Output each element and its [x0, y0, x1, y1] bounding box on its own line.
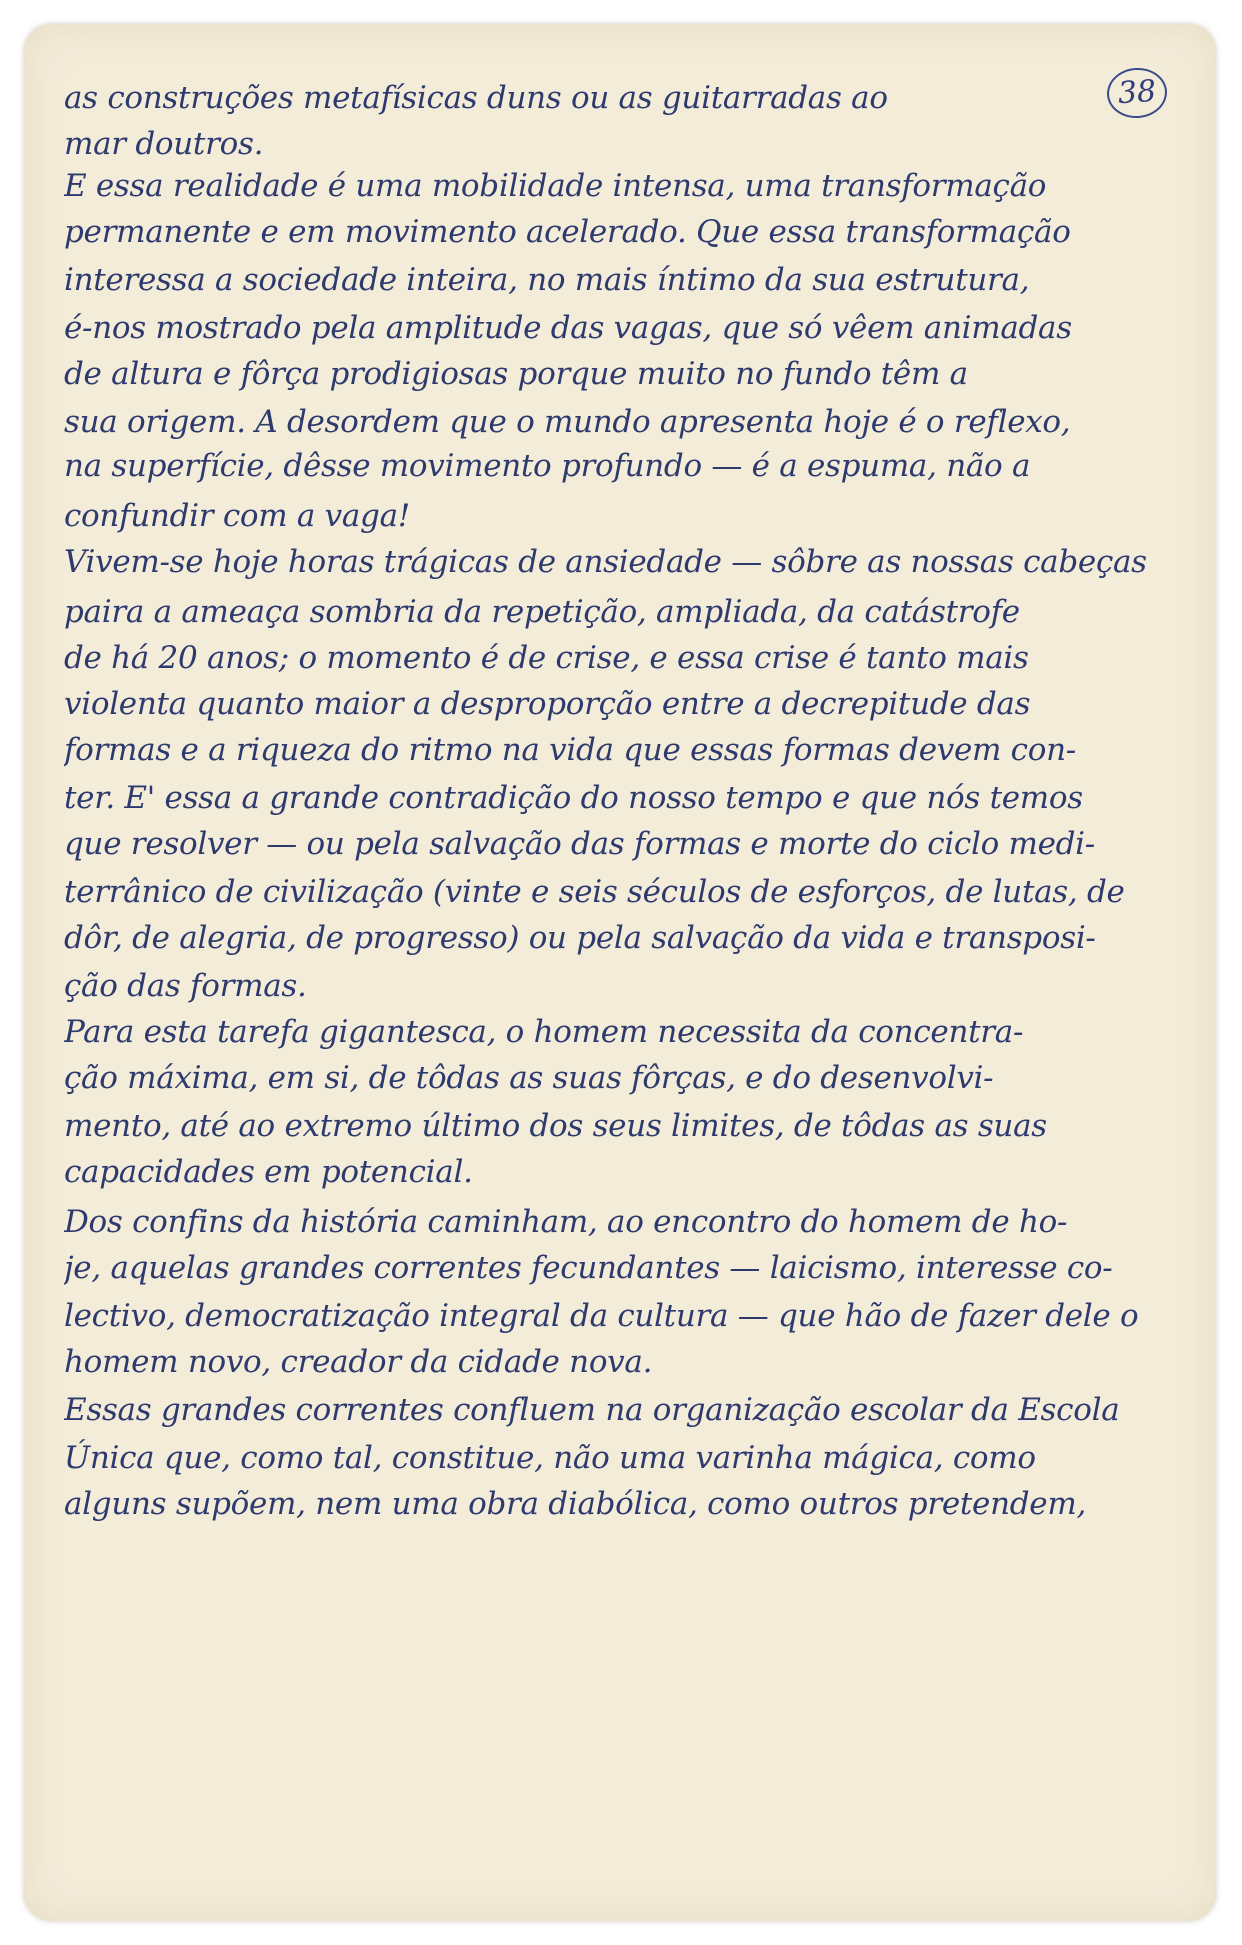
- manuscript-line: interessa a sociedade inteira, no mais íntimo da sua estrutura,: [64, 262, 1030, 298]
- manuscript-line: mar doutros.: [64, 126, 264, 162]
- manuscript-line: sua origem. A desordem que o mundo apresenta hoje é o reflexo,: [64, 404, 1071, 440]
- manuscript-line: je, aquelas grandes correntes fecundantes — laicismo, interesse co-: [64, 1250, 1113, 1286]
- manuscript-line: E essa realidade é uma mobilidade intensa, uma transformação: [64, 168, 1047, 204]
- manuscript-line: homem novo, creador da cidade nova.: [64, 1344, 653, 1380]
- manuscript-line: Para esta tarefa gigantesca, o homem necessita da concentra-: [64, 1014, 1024, 1050]
- manuscript-line: Dos confins da história caminham, ao encontro do homem de ho-: [64, 1204, 1068, 1240]
- manuscript-line: paira a ameaça sombria da repetição, ampliada, da catástrofe: [64, 594, 1020, 630]
- manuscript-line: mento, até ao extremo último dos seus limites, de tôdas as suas: [64, 1108, 1047, 1144]
- manuscript-line: que resolver — ou pela salvação das formas e morte do ciclo medi-: [64, 826, 1095, 862]
- page-number: 38: [1105, 66, 1168, 120]
- manuscript-line: as construções metafísicas duns ou as guitarradas ao: [64, 80, 888, 116]
- manuscript-line: de altura e fôrça prodigiosas porque muito no fundo têm a: [64, 356, 968, 392]
- manuscript-line: dôr, de alegria, de progresso) ou pela salvação da vida e transposi-: [64, 920, 1096, 956]
- manuscript-line: ter. E' essa a grande contradição do nosso tempo e que nós temos: [64, 780, 1083, 816]
- manuscript-line: confundir com a vaga!: [64, 498, 410, 534]
- manuscript-page: [24, 24, 1216, 1921]
- manuscript-line: é-nos mostrado pela amplitude das vagas, que só vêem animadas: [64, 310, 1072, 346]
- manuscript-line: permanente e em movimento acelerado. Que essa transformação: [64, 214, 1071, 250]
- manuscript-line: alguns supõem, nem uma obra diabólica, como outros pretendem,: [64, 1486, 1087, 1522]
- manuscript-line: violenta quanto maior a desproporção entre a decrepitude das: [64, 686, 1031, 722]
- manuscript-line: Única que, como tal, constitue, não uma varinha mágica, como: [64, 1440, 1036, 1476]
- manuscript-line: capacidades em potencial.: [64, 1154, 473, 1190]
- manuscript-line: na superfície, dêsse movimento profundo — é a espuma, não a: [64, 448, 1031, 484]
- manuscript-line: lectivo, democratização integral da cultura — que hão de fazer dele o: [64, 1298, 1139, 1334]
- manuscript-line: de há 20 anos; o momento é de crise, e essa crise é tanto mais: [64, 640, 1029, 676]
- manuscript-line: ção máxima, em si, de tôdas as suas fôrças, e do desenvolvi-: [64, 1060, 994, 1096]
- manuscript-line: terrânico de civilização (vinte e seis séculos de esforços, de lutas, de: [64, 874, 1125, 910]
- manuscript-line: formas e a riqueza do ritmo na vida que essas formas devem con-: [64, 732, 1076, 768]
- manuscript-line: ção das formas.: [64, 968, 307, 1004]
- manuscript-line: Essas grandes correntes confluem na organização escolar da Escola: [64, 1392, 1120, 1428]
- manuscript-line: Vivem-se hoje horas trágicas de ansiedade — sôbre as nossas cabeças: [64, 544, 1147, 580]
